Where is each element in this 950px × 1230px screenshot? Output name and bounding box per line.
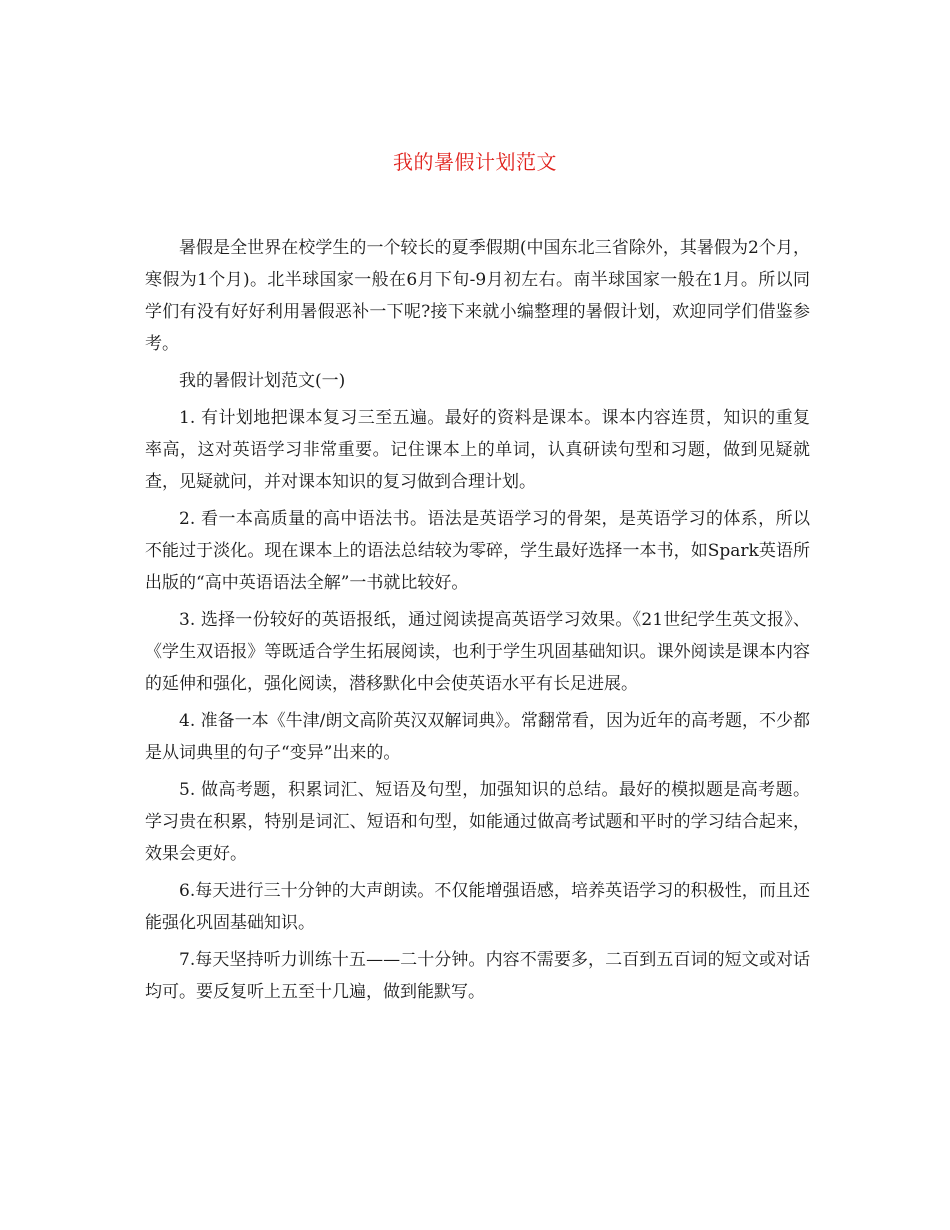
list-item: 7.每天坚持听力训练十五——二十分钟。内容不需要多，二百到五百词的短文或对话均可。要反复听上五至十几遍，做到能默写。 bbox=[145, 950, 810, 1002]
list-item: 1. 有计划地把课本复习三至五遍。最好的资料是课本。课本内容连贯，知识的重复率高，这对英语学习非常重要。记住课本上的单词，认真研读句型和习题，做到见疑就查，见疑就问，并对课本知识的复习做到合理计划。 bbox=[145, 408, 810, 492]
list-item: 2. 看一本高质量的高中语法书。语法是英语学习的骨架，是英语学习的体系，所以不能过于淡化。现在课本上的语法总结较为零碎，学生最好选择一本书，如Spark英语所出版的“高中英语语法全解”一书就比较好。 bbox=[145, 509, 810, 593]
list-item: 3. 选择一份较好的英语报纸，通过阅读提高英语学习效果。《21世纪学生英文报》、《学生双语报》等既适合学生拓展阅读，也利于学生巩固基础知识。课外阅读是课本内容的延伸和强化，强化阅读，潜移默化中会使英语水平有长足进展。 bbox=[145, 610, 810, 694]
document-body bbox=[145, 232, 810, 1013]
document-title: 我的暑假计划范文 bbox=[393, 150, 557, 174]
list-item: 5. 做高考题，积累词汇、短语及句型，加强知识的总结。最好的模拟题是高考题。学习贵在积累，特别是词汇、短语和句型，如能通过做高考试题和平时的学习结合起来，效果会更好。 bbox=[145, 780, 810, 864]
list-item: 4. 准备一本《牛津/朗文高阶英汉双解词典》。常翻常看，因为近年的高考题，不少都是从词典里的句子“变异”出来的。 bbox=[145, 711, 810, 763]
intro-paragraph: 暑假是全世界在校学生的一个较长的夏季假期(中国东北三省除外，其暑假为2个月，寒假为1个月)。北半球国家一般在6月下旬-9月初左右。南半球国家一般在1月。所以同学们有没有好好利用暑假恶补一下呢?接下来就小编整理的暑假计划，欢迎同学们借鉴参考。 bbox=[145, 238, 810, 354]
section-heading: 我的暑假计划范文(一) bbox=[179, 371, 346, 391]
list-item: 6.每天进行三十分钟的大声朗读。不仅能增强语感，培养英语学习的积极性，而且还能强化巩固基础知识。 bbox=[145, 881, 810, 933]
